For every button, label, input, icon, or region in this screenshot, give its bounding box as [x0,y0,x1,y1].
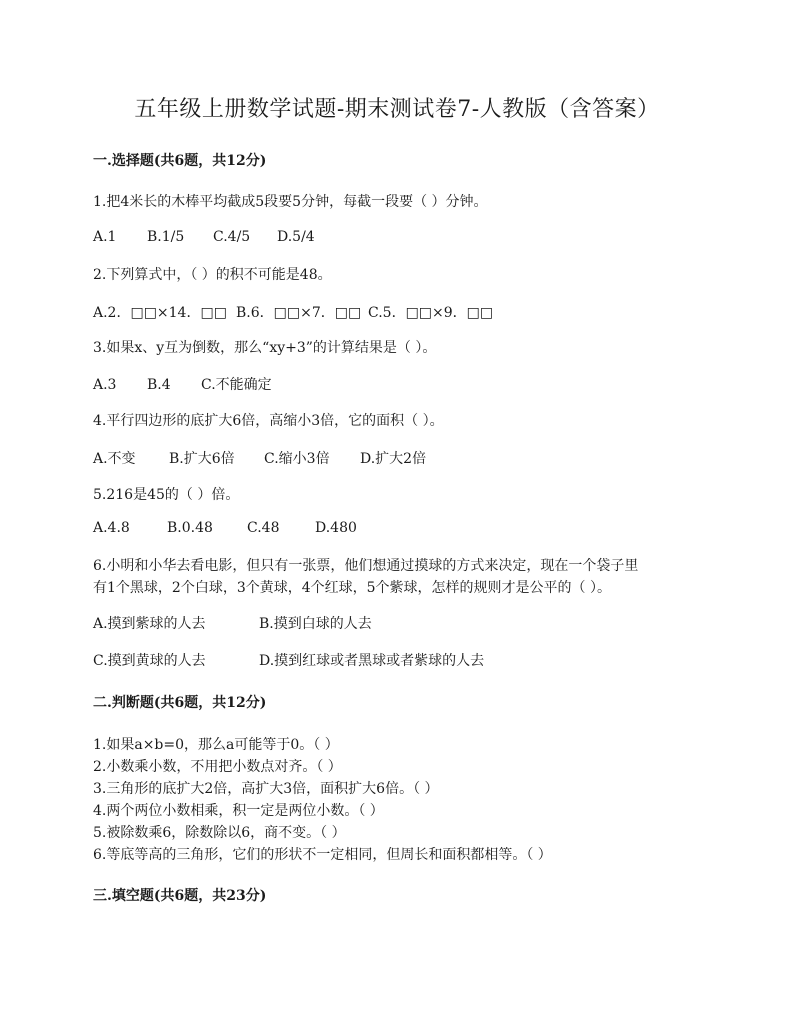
option: B.1/5 [147,229,185,245]
option: B.6．□□×7．□□ [236,305,362,321]
option: D.扩大2倍 [360,451,427,467]
option: A.3 [93,377,117,393]
section-heading-fill: 三.填空题(共6题，共23分) [93,888,267,904]
question-2-options [93,302,493,322]
question-5-stem: 5.216是45的（ ）倍。 [93,487,240,503]
option: A.1 [93,229,117,245]
question-3-options [93,374,272,394]
judge-question-1: 1.如果a×b=0，那么a可能等于0。（ ） [93,737,339,753]
option: C.5．□□×9．□□ [368,305,494,321]
option: B.0.48 [167,520,213,536]
judge-question-4: 4.两个两位小数相乘，积一定是两位小数。（ ） [93,803,384,819]
option: C.不能确定 [201,377,272,393]
question-6-stem-line-2: 有1个黑球，2个白球，3个黄球，4个红球，5个紫球，怎样的规则才是公平的（ ）。 [93,580,611,596]
question-5-options [93,520,357,536]
option: D.摸到红球或者黑球或者紫球的人去 [259,653,485,669]
judge-question-2: 2.小数乘小数，不用把小数点对齐。（ ） [93,759,342,775]
option: C.48 [247,520,280,536]
section-heading-choice: 一.选择题(共6题，共12分) [93,153,267,169]
option: B.扩大6倍 [169,451,235,467]
question-2-stem: 2.下列算式中，（ ）的积不可能是48。 [93,267,332,283]
option: D.5/4 [277,229,315,245]
option: A.不变 [93,451,136,467]
question-1-stem: 1.把4米长的木棒平均截成5段要5分钟，每截一段要（ ）分钟。 [93,194,488,210]
option: D.480 [315,520,357,536]
option: A.4.8 [93,520,130,536]
option: C.摸到黄球的人去 [93,653,206,669]
question-4-options [93,448,426,468]
question-1-options [93,229,315,245]
option: B.摸到白球的人去 [259,616,372,632]
option: A.摸到紫球的人去 [93,616,206,632]
page-title: 五年级上册数学试题-期末测试卷7-人教版（含答案） [134,97,660,122]
option: B.4 [147,377,171,393]
question-6-stem-line-1: 6.小明和小华去看电影，但只有一张票，他们想通过摸球的方式来决定，现在一个袋子里 [93,558,639,574]
question-4-stem: 4.平行四边形的底扩大6倍，高缩小3倍，它的面积（ ）。 [93,413,444,429]
question-3-stem: 3.如果x、y互为倒数，那么“xy+3”的计算结果是（ ）。 [93,340,437,356]
judge-question-6: 6.等底等高的三角形，它们的形状不一定相同，但周长和面积都相等。（ ） [93,847,552,863]
section-heading-judge: 二.判断题(共6题，共12分) [93,695,267,711]
question-6-options-row-1 [93,613,372,633]
option: A.2．□□×14．□□ [93,305,227,321]
judge-question-3: 3.三角形的底扩大2倍，高扩大3倍，面积扩大6倍。（ ） [93,781,439,797]
question-6-options-row-2 [93,650,484,670]
option: C.缩小3倍 [264,451,330,467]
option: C.4/5 [213,229,251,245]
judge-question-5: 5.被除数乘6，除数除以6，商不变。（ ） [93,825,346,841]
